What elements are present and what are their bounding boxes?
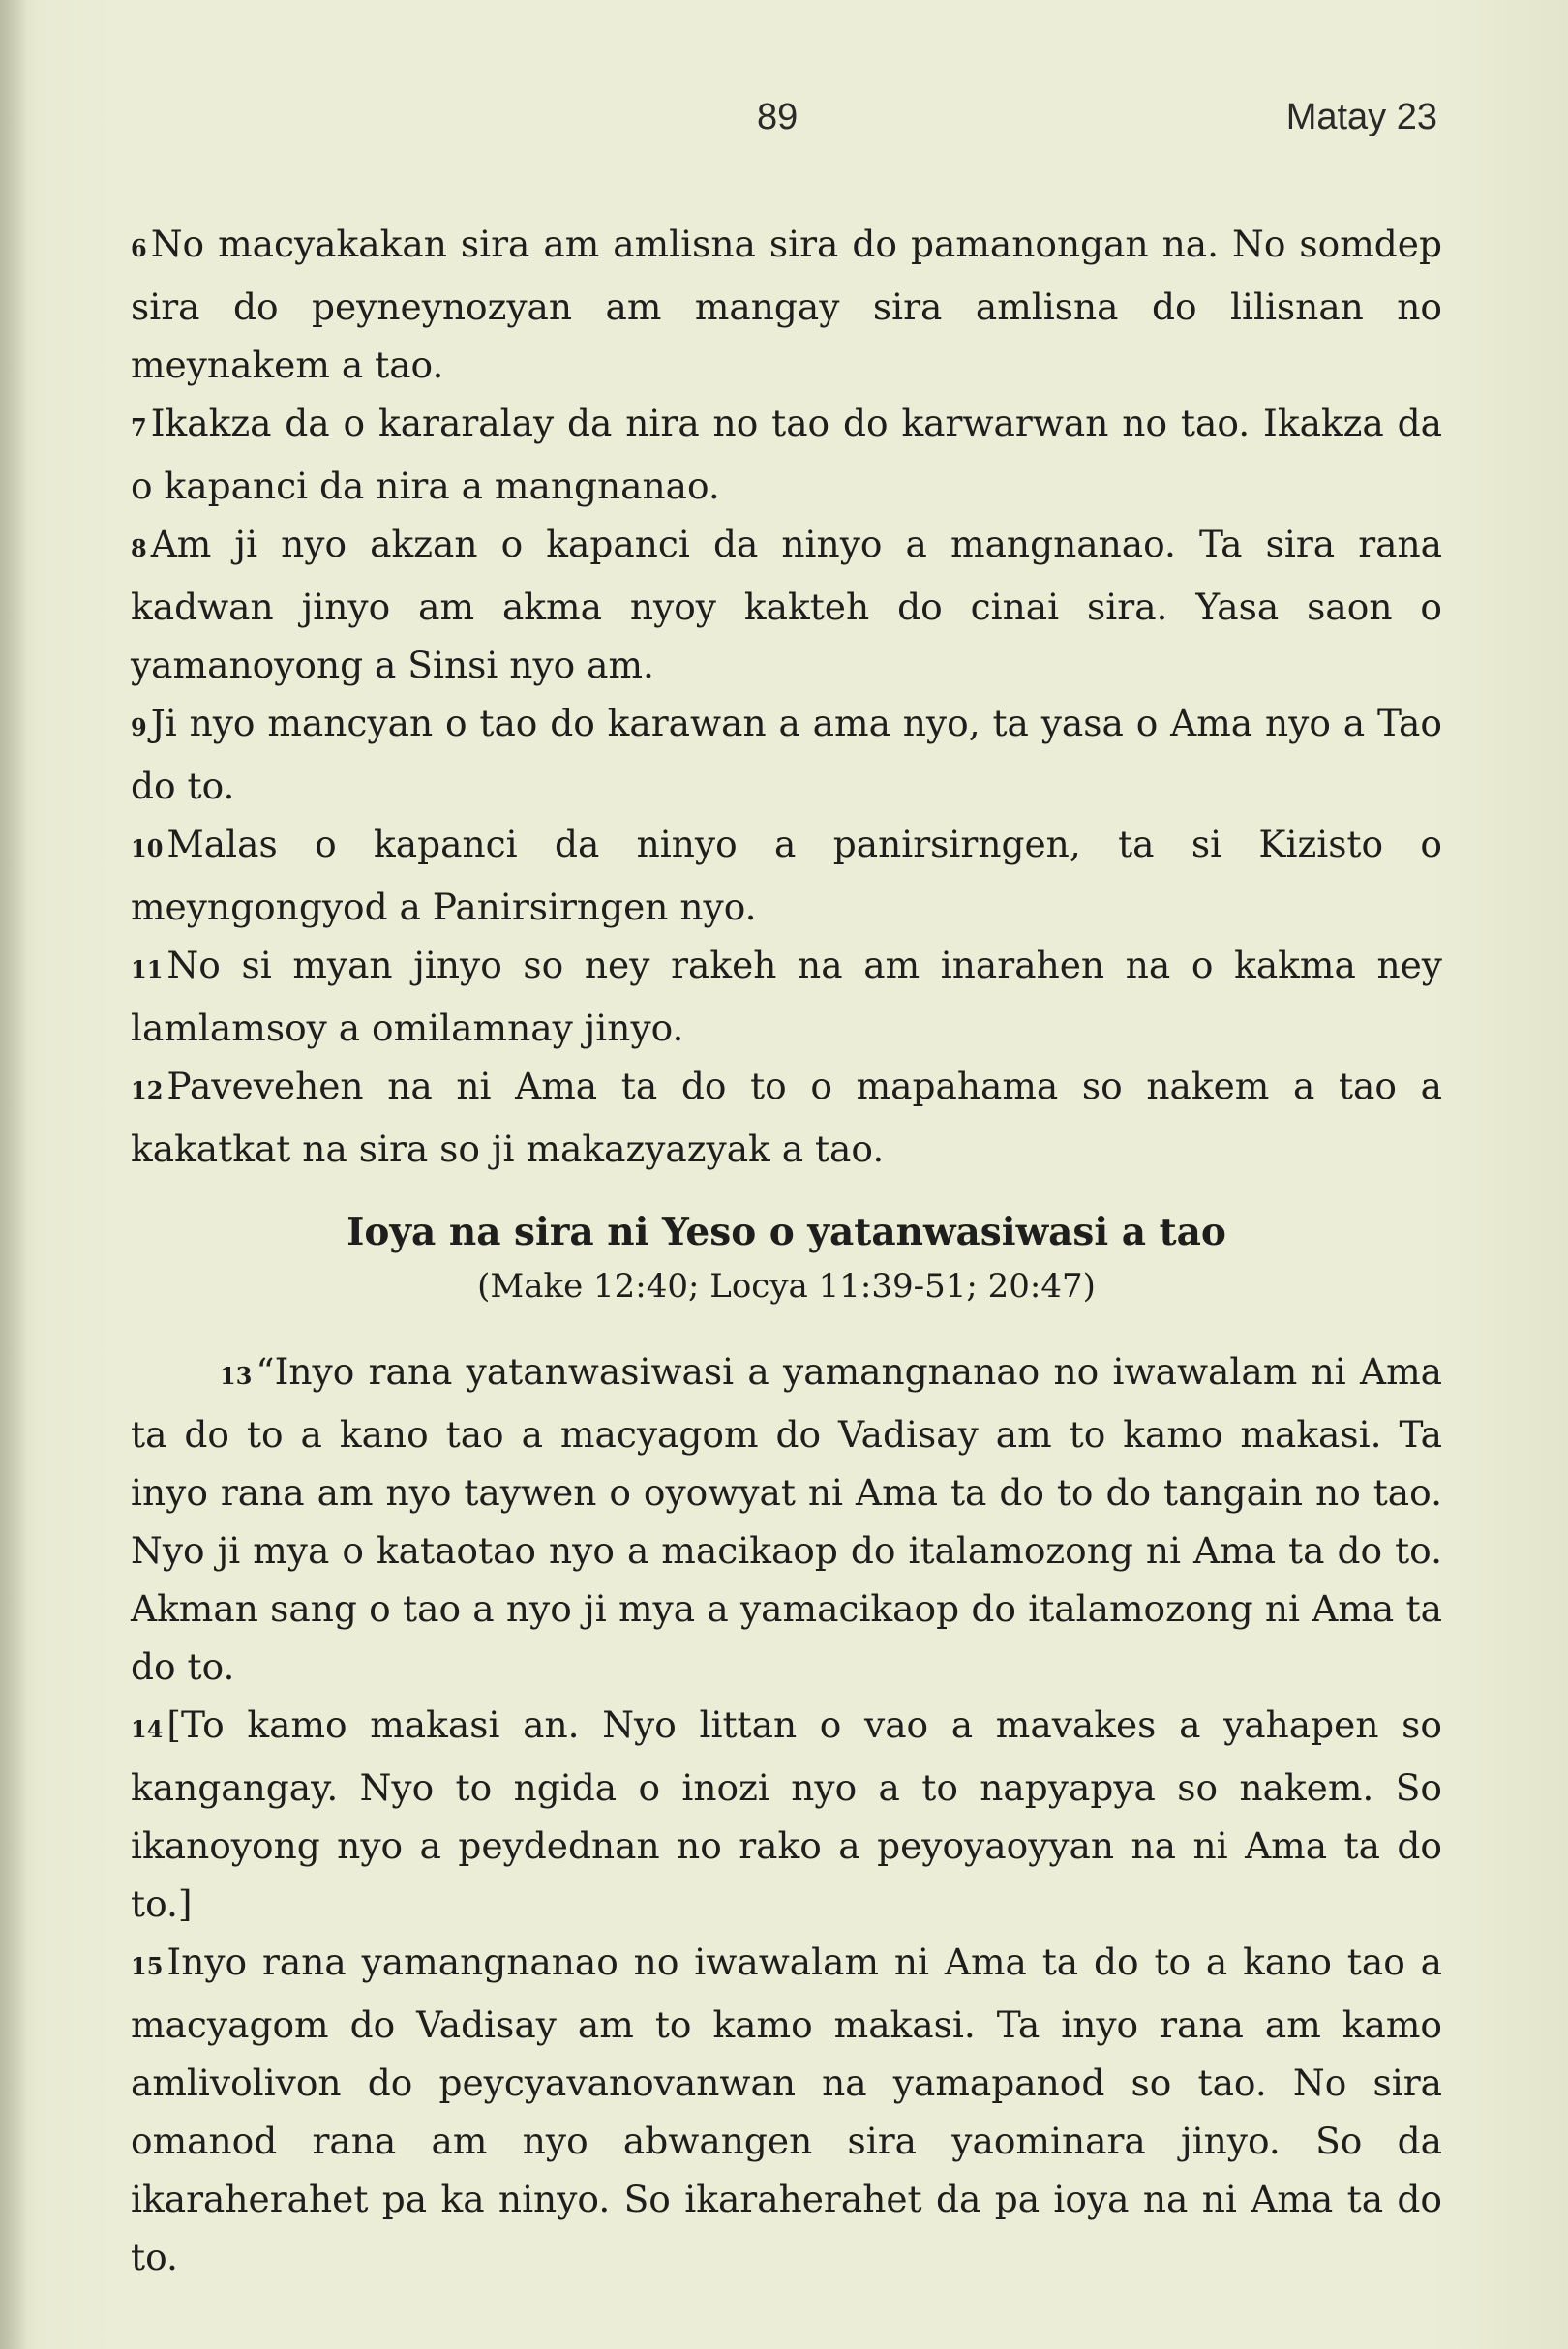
verse-number: 8: [131, 534, 147, 562]
verse-number: 10: [131, 834, 164, 862]
verse-number: 15: [131, 1952, 164, 1980]
verse: [131, 394, 1442, 515]
verse: [131, 694, 1442, 815]
verse: [131, 815, 1442, 936]
binding-shadow: [0, 0, 27, 2349]
verse-text: No si myan jinyo so ney rakeh na am inarahen na o kakma ney lamlamsoy a omilamnay jinyo.: [131, 944, 1442, 1049]
verse: [131, 936, 1442, 1057]
verse-number: 11: [131, 955, 164, 983]
verse-text: Ikakza da o kararalay da nira no tao do karwarwan no tao. Ikakza da o kapanci da nira a mangnanao.: [131, 402, 1442, 507]
verse-number: 13: [220, 1362, 253, 1390]
section-heading: Ioya na sira ni Yeso o yatanwasiwasi a tao: [347, 1210, 1226, 1254]
section-reference: (Make 12:40; Locya 11:39-51; 20:47): [477, 1267, 1096, 1306]
verse-text: Malas o kapanci da ninyo a panirsirngen, ta si Kizisto o meyngongyod a Panirsirngen nyo.: [131, 823, 1442, 928]
verse-number: 7: [131, 413, 147, 441]
verse-text: Inyo rana yamangnanao no iwawalam ni Ama ta do to a kano tao a macyagom do Vadisay am to kamo makasi. Ta inyo rana am kamo amlivolivon do peycyavanovanwan na yamapanod so tao. No sira omanod rana am nyo abwangen sira yaominara jinyo. So da ikaraherahet pa ka ninyo. So ikaraherahet da pa ioya na ni Ama ta do to.: [131, 1941, 1442, 2278]
verse-number: 14: [131, 1715, 164, 1743]
verse-text: Pavevehen na ni Ama ta do to o mapahama so nakem a tao a kakatkat na sira so ji makazyazyak a tao.: [131, 1065, 1442, 1170]
verse-number: 12: [131, 1076, 164, 1104]
verse-number: 6: [131, 234, 147, 262]
verse-text: “Inyo rana yatanwasiwasi a yamangnanao no iwawalam ni Ama ta do to a kano tao a macyagom do Vadisay am to kamo makasi. Ta inyo rana am nyo taywen o oyowyat ni Ama ta do to do tangain no tao. Nyo ji mya o kataotao nyo a macikaop do italamozong ni Ama ta do to. Akman sang o tao a nyo ji mya a yamacikaop do italamozong ni Ama ta do to.: [131, 1350, 1442, 1688]
verse-text: No macyakakan sira am amlisna sira do pamanongan na. No somdep sira do peyneynozyan am mangay sira amlisna do lilisnan no meynakem a tao.: [131, 223, 1442, 386]
verse: [131, 1342, 1442, 1696]
verse: [131, 1933, 1442, 2286]
verse: [131, 1696, 1442, 1933]
body-text: [131, 215, 1442, 2286]
verse: [131, 1057, 1442, 1178]
page-header: [0, 97, 1568, 155]
verse-text: Am ji nyo akzan o kapanci da ninyo a mangnanao. Ta sira rana kadwan jinyo am akma nyoy kakteh do cinai sira. Yasa saon o yamanoyong a Sinsi nyo am.: [131, 523, 1442, 686]
verse-text: Ji nyo mancyan o tao do karawan a ama nyo, ta yasa o Ama nyo a Tao do to.: [131, 702, 1442, 807]
verse-text: [To kamo makasi an. Nyo littan o vao a mavakes a yahapen so kangangay. Nyo to ngida o inozi nyo a to napyapya so nakem. So ikanoyong nyo a peydednan no rako a peyoyaoyyan na ni Ama ta do to.]: [131, 1703, 1442, 1925]
verse-number: 9: [131, 713, 147, 741]
verse: [131, 215, 1442, 394]
running-head: Matay 23: [1285, 97, 1437, 137]
verse: [131, 515, 1442, 694]
page-number: 89: [757, 97, 799, 137]
